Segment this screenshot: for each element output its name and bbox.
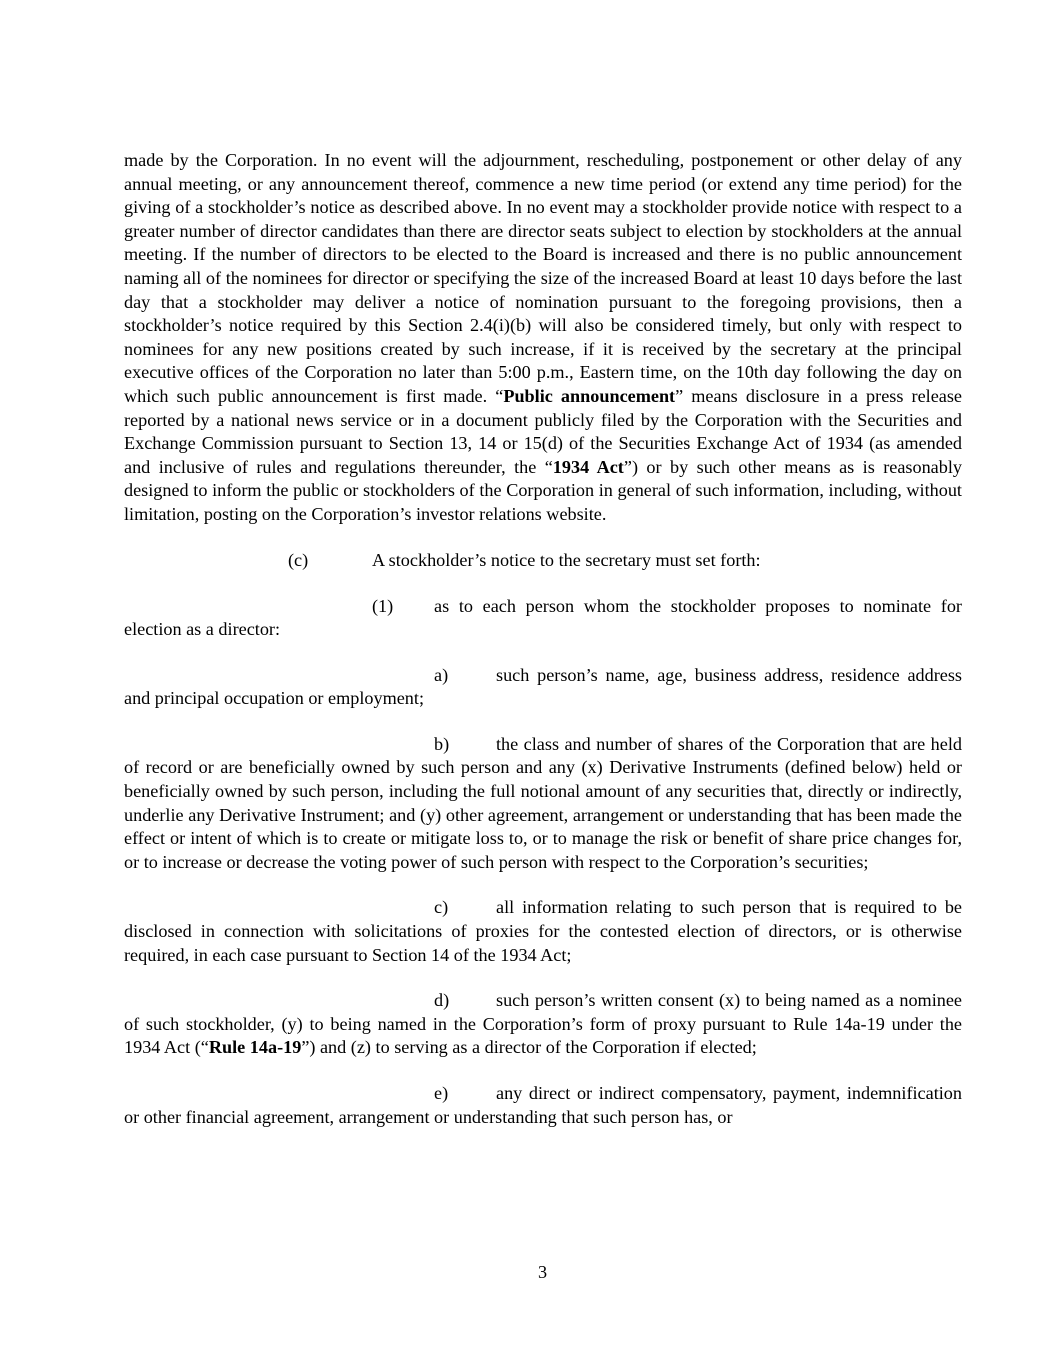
defined-term-public-announcement: Public announcement — [503, 385, 676, 406]
item-e-marker: e) — [434, 1083, 449, 1103]
section-c-marker: (c) — [288, 549, 309, 570]
item-d-marker: d) — [434, 990, 450, 1011]
item-b-marker: b) — [434, 733, 450, 754]
section-c-text: A stockholder’s notice to the secretary must set forth: — [372, 549, 761, 570]
section-c-paragraph — [124, 549, 962, 573]
continuation-paragraph — [124, 149, 962, 527]
item-e-text: any direct or indirect compensatory, payment, indemnification or other financial agreement, arrangement or understanding that such person has, or — [124, 1083, 962, 1127]
item-d-text-2: ”) and (z) to serving as a director of the Corporation if elected; — [301, 1037, 757, 1058]
item-a-text: such person’s name, age, business address, residence address and principal occupation or employment; — [124, 664, 962, 709]
continuation-text-3: ”) or by such other means as is reasonably designed to inform the public or stockholders of the Corporation in general of such information, including, without limitation, posting on the Corporation’s investor relations website. — [124, 456, 963, 524]
page-number: 3 — [537, 1262, 548, 1282]
item-e-paragraph — [124, 1082, 962, 1129]
item-d-text-1: such person’s written consent (x) to being named as a nominee of such stockholder, (y) to being named in the Corporation’s form of proxy pursuant to Rule 14a-19 under the 1934 Act (“ — [124, 990, 962, 1058]
item-b-text: the class and number of shares of the Corporation that are held of record or are beneficially owned by such person and any (x) Derivative Instruments (defined below) held or beneficially owned by such person, including the full notional amount of any securities that, directly or indirectly, underlie any Derivative Instrument; and (y) other agreement, arrangement or understanding that has been made the effect or intent of which is to create or mitigate loss to, or to manage the risk or benefit of share price changes for, or to increase or decrease the voting power of such person with respect to the Corporation’s securities; — [124, 733, 962, 872]
item-1-text: as to each person whom the stockholder proposes to nominate for election as a director: — [124, 595, 962, 640]
item-1-marker: (1) — [372, 595, 394, 616]
item-d-paragraph — [124, 989, 962, 1060]
defined-term-1934-act: 1934 Act — [552, 456, 624, 477]
defined-term-rule-14a-19: Rule 14a-19 — [208, 1037, 302, 1058]
document-page — [124, 149, 962, 1129]
item-a-paragraph — [124, 664, 962, 711]
item-c-marker: c) — [434, 897, 449, 918]
item-c-text: all information relating to such person that is required to be disclosed in connection with solicitations of proxies for the contested election of directors, or is otherwise required, in each case pursuant to Section 14 of the 1934 Act; — [124, 897, 962, 965]
continuation-text-1: made by the Corporation. In no event will the adjournment, rescheduling, postponement or other delay of any annual meeting, or any announcement thereof, commence a new time period (or extend any time period) for the giving of a stockholder’s notice as described above. In no event may a stockholder provide notice with respect to a greater number of director candidates than there are director seats subject to election by stockholders at the annual meeting. If the number of directors to be elected to the Board is increased and there is no public announcement naming all of the nominees for director or specifying the size of the increased Board at least 10 days before the last day that a stockholder may deliver a notice of nomination pursuant to the foregoing provisions, then a stockholder’s notice required by this Section 2.4(i)(b) will also be considered timely, but only with respect to nominees for any new positions created by such increase, if it is received by the secretary at the principal executive offices of the Corporation no later than 5:00 p.m., Eastern time, on the 10th day following the day on which such public announcement is first made. “ — [124, 150, 962, 406]
continuation-text-2: ” means disclosure in a press release reported by a national news service or in a document publicly filed by the Corporation with the Securities and Exchange Commission pursuant to Section 13, 14 or 15(d) of the Securities Exchange Act of 1934 (as amended and inclusive of rules and regulations thereunder, the “ — [124, 385, 962, 477]
item-b-paragraph — [124, 733, 962, 875]
item-1-paragraph — [124, 595, 962, 642]
item-a-marker: a) — [434, 664, 449, 685]
item-c-paragraph — [124, 896, 962, 967]
